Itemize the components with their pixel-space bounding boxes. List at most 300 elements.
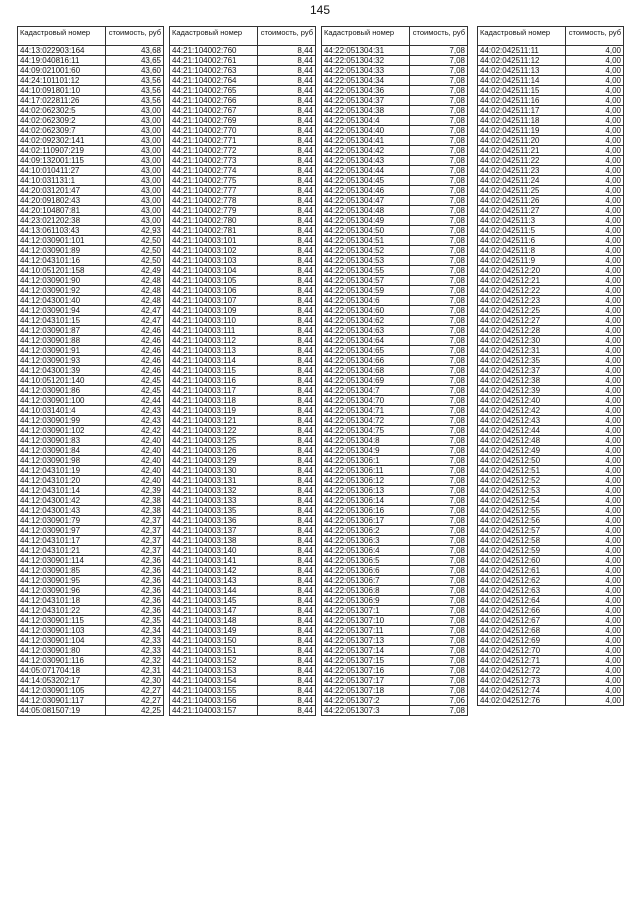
table-row <box>478 116 624 126</box>
table-row <box>170 576 316 586</box>
cadastral-number-cell: 44:21:104003:137 <box>170 526 258 536</box>
cadastral-number-cell: 44:21:104003:143 <box>170 576 258 586</box>
cadastral-number-cell: 44:12:030901:80 <box>18 646 106 656</box>
table-row <box>478 166 624 176</box>
table-row <box>322 176 468 186</box>
table-row <box>18 586 164 596</box>
cadastral-number-cell: 44:02:042512:68 <box>478 626 566 636</box>
cadastral-number-cell: 44:22:051306:14 <box>322 496 410 506</box>
cost-cell: 8,44 <box>258 196 316 206</box>
cadastral-number-cell: 44:02:042511:9 <box>478 256 566 266</box>
cost-cell: 4,00 <box>566 196 624 206</box>
table-row <box>322 486 468 496</box>
cost-cell: 8,44 <box>258 646 316 656</box>
cost-cell: 8,44 <box>258 416 316 426</box>
table-row <box>18 526 164 536</box>
cadastral-number-cell: 44:12:030901:95 <box>18 576 106 586</box>
cadastral-number-cell: 44:21:104003:149 <box>170 626 258 636</box>
table-row <box>322 546 468 556</box>
cost-cell: 8,44 <box>258 686 316 696</box>
cadastral-number-cell: 44:12:030901:84 <box>18 446 106 456</box>
table-body <box>322 46 468 716</box>
cost-cell: 8,44 <box>258 156 316 166</box>
cadastral-number-cell: 44:21:104003:129 <box>170 456 258 466</box>
cost-cell: 7,08 <box>410 526 468 536</box>
cost-cell: 4,00 <box>566 116 624 126</box>
table-row <box>322 356 468 366</box>
cost-cell: 8,44 <box>258 136 316 146</box>
table-row <box>478 96 624 106</box>
table-row <box>170 46 316 56</box>
cadastral-number-cell: 44:21:104003:156 <box>170 696 258 706</box>
table-row <box>18 466 164 476</box>
cadastral-number-cell: 44:21:104003:141 <box>170 556 258 566</box>
cost-cell: 7,08 <box>410 476 468 486</box>
table-row <box>18 56 164 66</box>
table-row <box>170 376 316 386</box>
cost-cell: 8,44 <box>258 376 316 386</box>
cost-cell: 7,08 <box>410 656 468 666</box>
table-row <box>170 116 316 126</box>
table-row <box>170 636 316 646</box>
table-row <box>478 506 624 516</box>
cost-cell: 43,00 <box>106 126 164 136</box>
cadastral-number-cell: 44:22:051304:31 <box>322 46 410 56</box>
cost-cell: 42,93 <box>106 226 164 236</box>
cost-cell: 7,08 <box>410 676 468 686</box>
table-row <box>18 516 164 526</box>
table-row <box>18 196 164 206</box>
table-row <box>322 96 468 106</box>
table-row <box>18 136 164 146</box>
table-row <box>322 206 468 216</box>
cost-cell: 8,44 <box>258 236 316 246</box>
cadastral-number-cell: 44:02:042512:53 <box>478 486 566 496</box>
table-row <box>478 536 624 546</box>
cadastral-number-cell: 44:12:043101:14 <box>18 486 106 496</box>
table-row <box>478 556 624 566</box>
cost-cell: 42,48 <box>106 276 164 286</box>
cost-cell: 42,46 <box>106 326 164 336</box>
cost-cell: 4,00 <box>566 106 624 116</box>
cadastral-number-cell: 44:22:051304:53 <box>322 256 410 266</box>
cost-cell: 4,00 <box>566 516 624 526</box>
table-row <box>170 656 316 666</box>
cadastral-number-cell: 44:12:043101:21 <box>18 546 106 556</box>
cadastral-number-cell: 44:21:104003:101 <box>170 236 258 246</box>
table-row <box>478 596 624 606</box>
header-cadastral-number: Кадастровый номер <box>478 27 566 46</box>
cadastral-number-cell: 44:21:104003:113 <box>170 346 258 356</box>
cadastral-number-cell: 44:12:043101:16 <box>18 256 106 266</box>
cost-cell: 8,44 <box>258 386 316 396</box>
cadastral-number-cell: 44:21:104003:145 <box>170 596 258 606</box>
table-row <box>170 346 316 356</box>
cadastral-number-cell: 44:12:030901:114 <box>18 556 106 566</box>
cost-cell: 7,08 <box>410 606 468 616</box>
table-row <box>322 586 468 596</box>
cadastral-number-cell: 44:22:051304:40 <box>322 126 410 136</box>
cost-cell: 8,44 <box>258 706 316 716</box>
cadastral-number-cell: 44:02:042512:21 <box>478 276 566 286</box>
table-row <box>478 566 624 576</box>
table-row <box>18 116 164 126</box>
table-row <box>322 306 468 316</box>
cost-cell: 4,00 <box>566 546 624 556</box>
cadastral-number-cell: 44:02:110907:219 <box>18 146 106 156</box>
cost-cell: 8,44 <box>258 546 316 556</box>
table-row <box>322 526 468 536</box>
table-row <box>170 206 316 216</box>
table-row <box>322 496 468 506</box>
table-row <box>18 246 164 256</box>
table-row <box>170 596 316 606</box>
cost-cell: 4,00 <box>566 496 624 506</box>
cadastral-number-cell: 44:21:104003:147 <box>170 606 258 616</box>
table-row <box>322 56 468 66</box>
table-row <box>322 346 468 356</box>
cadastral-number-cell: 44:22:051306:9 <box>322 596 410 606</box>
cadastral-number-cell: 44:02:042512:39 <box>478 386 566 396</box>
data-table <box>169 26 316 716</box>
table-row <box>18 436 164 446</box>
cadastral-number-cell: 44:22:051307:18 <box>322 686 410 696</box>
table-row <box>18 186 164 196</box>
cadastral-number-cell: 44:21:104003:157 <box>170 706 258 716</box>
cadastral-number-cell: 44:21:104003:153 <box>170 666 258 676</box>
cost-cell: 42,44 <box>106 396 164 406</box>
cadastral-number-cell: 44:20:031201:47 <box>18 186 106 196</box>
cost-cell: 42,35 <box>106 616 164 626</box>
cadastral-number-cell: 44:12:030901:100 <box>18 396 106 406</box>
table-row <box>18 356 164 366</box>
cadastral-number-cell: 44:02:042512:50 <box>478 456 566 466</box>
table-row <box>322 646 468 656</box>
table-row <box>478 146 624 156</box>
cadastral-number-cell: 44:21:104002:779 <box>170 206 258 216</box>
cost-cell: 42,27 <box>106 686 164 696</box>
table-row <box>478 236 624 246</box>
cost-cell: 4,00 <box>566 156 624 166</box>
cost-cell: 7,08 <box>410 296 468 306</box>
cost-cell: 42,37 <box>106 546 164 556</box>
cost-cell: 7,08 <box>410 186 468 196</box>
cadastral-number-cell: 44:21:104003:118 <box>170 396 258 406</box>
cadastral-number-cell: 44:02:042512:56 <box>478 516 566 526</box>
cadastral-number-cell: 44:22:051304:62 <box>322 316 410 326</box>
cost-cell: 4,00 <box>566 146 624 156</box>
cadastral-number-cell: 44:21:104003:107 <box>170 296 258 306</box>
cost-cell: 8,44 <box>258 566 316 576</box>
cost-cell: 7,08 <box>410 256 468 266</box>
cost-cell: 8,44 <box>258 456 316 466</box>
cadastral-number-cell: 44:22:051306:6 <box>322 566 410 576</box>
cost-cell: 7,08 <box>410 456 468 466</box>
cadastral-number-cell: 44:21:104002:777 <box>170 186 258 196</box>
cost-cell: 42,43 <box>106 406 164 416</box>
table-row <box>18 216 164 226</box>
cost-cell: 7,08 <box>410 376 468 386</box>
table-row <box>18 676 164 686</box>
table-row <box>478 636 624 646</box>
table-row <box>18 386 164 396</box>
cadastral-number-cell: 44:02:042512:69 <box>478 636 566 646</box>
cost-cell: 4,00 <box>566 356 624 366</box>
cadastral-number-cell: 44:12:030901:115 <box>18 616 106 626</box>
cost-cell: 7,08 <box>410 426 468 436</box>
cost-cell: 42,36 <box>106 606 164 616</box>
cadastral-number-cell: 44:21:104003:125 <box>170 436 258 446</box>
table-row <box>18 336 164 346</box>
cost-cell: 8,44 <box>258 406 316 416</box>
cost-cell: 7,08 <box>410 466 468 476</box>
cadastral-number-cell: 44:12:043001:40 <box>18 296 106 306</box>
cadastral-number-cell: 44:10:051201:140 <box>18 376 106 386</box>
cost-cell: 4,00 <box>566 346 624 356</box>
cost-cell: 7,08 <box>410 686 468 696</box>
table-row <box>322 566 468 576</box>
cadastral-number-cell: 44:12:030901:116 <box>18 656 106 666</box>
table-row <box>18 66 164 76</box>
cost-cell: 4,00 <box>566 316 624 326</box>
cadastral-number-cell: 44:02:042512:66 <box>478 606 566 616</box>
cadastral-number-cell: 44:12:030901:103 <box>18 626 106 636</box>
cost-cell: 7,08 <box>410 506 468 516</box>
cadastral-number-cell: 44:22:051304:45 <box>322 176 410 186</box>
cost-cell: 4,00 <box>566 216 624 226</box>
cost-cell: 8,44 <box>258 476 316 486</box>
cadastral-number-cell: 44:12:043101:19 <box>18 466 106 476</box>
data-table <box>477 26 624 706</box>
cost-cell: 8,44 <box>258 56 316 66</box>
table-row <box>478 666 624 676</box>
cadastral-number-cell: 44:02:042511:23 <box>478 166 566 176</box>
cadastral-number-cell: 44:21:104003:133 <box>170 496 258 506</box>
cost-cell: 42,42 <box>106 426 164 436</box>
table-row <box>170 216 316 226</box>
cadastral-number-cell: 44:02:042512:64 <box>478 596 566 606</box>
cadastral-number-cell: 44:02:042511:17 <box>478 106 566 116</box>
cost-cell: 7,08 <box>410 536 468 546</box>
cadastral-number-cell: 44:20:091802:43 <box>18 196 106 206</box>
cost-cell: 43,00 <box>106 116 164 126</box>
table-row <box>18 306 164 316</box>
cost-cell: 43,00 <box>106 186 164 196</box>
table-row <box>170 446 316 456</box>
cost-cell: 8,44 <box>258 616 316 626</box>
cadastral-number-cell: 44:22:051307:17 <box>322 676 410 686</box>
cadastral-number-cell: 44:02:042512:62 <box>478 576 566 586</box>
cost-cell: 4,00 <box>566 676 624 686</box>
cadastral-number-cell: 44:02:042511:26 <box>478 196 566 206</box>
cadastral-number-cell: 44:02:042512:40 <box>478 396 566 406</box>
cost-cell: 7,08 <box>410 706 468 716</box>
cadastral-number-cell: 44:22:051306:5 <box>322 556 410 566</box>
table-row <box>170 246 316 256</box>
cadastral-table-1 <box>17 26 163 716</box>
cost-cell: 7,08 <box>410 546 468 556</box>
table-row <box>478 496 624 506</box>
cadastral-number-cell: 44:05:071704:18 <box>18 666 106 676</box>
header-cost: стоимость, руб <box>106 27 164 46</box>
table-row <box>322 316 468 326</box>
cost-cell: 8,44 <box>258 626 316 636</box>
cost-cell: 7,08 <box>410 556 468 566</box>
cadastral-number-cell: 44:12:043101:15 <box>18 316 106 326</box>
cost-cell: 43,56 <box>106 86 164 96</box>
cost-cell: 4,00 <box>566 416 624 426</box>
cadastral-number-cell: 44:21:104002:781 <box>170 226 258 236</box>
cost-cell: 7,08 <box>410 156 468 166</box>
table-row <box>18 486 164 496</box>
cost-cell: 7,08 <box>410 176 468 186</box>
table-row <box>478 406 624 416</box>
cost-cell: 42,36 <box>106 586 164 596</box>
cadastral-number-cell: 44:22:051304:69 <box>322 376 410 386</box>
cost-cell: 4,00 <box>566 366 624 376</box>
cost-cell: 4,00 <box>566 86 624 96</box>
cost-cell: 4,00 <box>566 646 624 656</box>
cadastral-number-cell: 44:22:051306:4 <box>322 546 410 556</box>
table-row <box>478 336 624 346</box>
cost-cell: 8,44 <box>258 216 316 226</box>
table-row <box>170 96 316 106</box>
cadastral-number-cell: 44:02:042512:51 <box>478 466 566 476</box>
table-row <box>170 86 316 96</box>
table-row <box>170 156 316 166</box>
cost-cell: 4,00 <box>566 246 624 256</box>
table-row <box>322 226 468 236</box>
cost-cell: 4,00 <box>566 426 624 436</box>
cost-cell: 4,00 <box>566 256 624 266</box>
cadastral-number-cell: 44:22:051304:60 <box>322 306 410 316</box>
header-cadastral-number: Кадастровый номер <box>18 27 106 46</box>
cost-cell: 8,44 <box>258 246 316 256</box>
cost-cell: 42,45 <box>106 386 164 396</box>
cost-cell: 7,08 <box>410 336 468 346</box>
table-row <box>322 336 468 346</box>
cost-cell: 7,08 <box>410 396 468 406</box>
table-row <box>18 76 164 86</box>
cadastral-number-cell: 44:22:051304:47 <box>322 196 410 206</box>
cadastral-number-cell: 44:02:042512:23 <box>478 296 566 306</box>
table-row <box>18 616 164 626</box>
cost-cell: 42,39 <box>106 486 164 496</box>
cost-cell: 4,00 <box>566 46 624 56</box>
cadastral-number-cell: 44:21:104003:142 <box>170 566 258 576</box>
cost-cell: 42,36 <box>106 576 164 586</box>
cadastral-number-cell: 44:22:051304:64 <box>322 336 410 346</box>
table-row <box>18 606 164 616</box>
cadastral-number-cell: 44:02:042512:54 <box>478 496 566 506</box>
cadastral-number-cell: 44:19:040816:11 <box>18 56 106 66</box>
cadastral-number-cell: 44:02:062309:2 <box>18 116 106 126</box>
cadastral-number-cell: 44:22:051304:51 <box>322 236 410 246</box>
table-row <box>18 596 164 606</box>
cadastral-number-cell: 44:22:051304:75 <box>322 426 410 436</box>
cost-cell: 4,00 <box>566 176 624 186</box>
table-row <box>478 346 624 356</box>
cost-cell: 42,46 <box>106 366 164 376</box>
cadastral-number-cell: 44:17:022811:26 <box>18 96 106 106</box>
table-row <box>322 536 468 546</box>
cadastral-number-cell: 44:22:051304:9 <box>322 446 410 456</box>
table-row <box>322 286 468 296</box>
table-row <box>478 426 624 436</box>
cadastral-number-cell: 44:21:104003:140 <box>170 546 258 556</box>
cost-cell: 7,08 <box>410 246 468 256</box>
table-row <box>18 636 164 646</box>
cost-cell: 42,40 <box>106 476 164 486</box>
table-row <box>322 626 468 636</box>
cadastral-number-cell: 44:12:030901:105 <box>18 686 106 696</box>
cost-cell: 4,00 <box>566 686 624 696</box>
cadastral-number-cell: 44:22:051304:48 <box>322 206 410 216</box>
cost-cell: 8,44 <box>258 306 316 316</box>
cost-cell: 8,44 <box>258 696 316 706</box>
cost-cell: 7,08 <box>410 516 468 526</box>
table-row <box>322 196 468 206</box>
table-row <box>170 436 316 446</box>
cost-cell: 7,08 <box>410 76 468 86</box>
header-cost: стоимость, руб <box>258 27 316 46</box>
cadastral-number-cell: 44:02:042511:22 <box>478 156 566 166</box>
table-row <box>170 476 316 486</box>
table-row <box>322 576 468 586</box>
cost-cell: 4,00 <box>566 326 624 336</box>
table-row <box>478 576 624 586</box>
table-row <box>18 696 164 706</box>
table-row <box>18 226 164 236</box>
cadastral-number-cell: 44:02:062302:5 <box>18 106 106 116</box>
table-row <box>322 266 468 276</box>
cadastral-number-cell: 44:22:051304:4 <box>322 116 410 126</box>
table-row <box>322 676 468 686</box>
table-row <box>18 686 164 696</box>
cadastral-number-cell: 44:12:030901:101 <box>18 236 106 246</box>
cadastral-number-cell: 44:02:042512:57 <box>478 526 566 536</box>
cadastral-number-cell: 44:22:051304:33 <box>322 66 410 76</box>
cost-cell: 8,44 <box>258 496 316 506</box>
cadastral-number-cell: 44:02:042511:18 <box>478 116 566 126</box>
cadastral-number-cell: 44:12:043101:18 <box>18 596 106 606</box>
cost-cell: 7,08 <box>410 66 468 76</box>
table-row <box>170 696 316 706</box>
table-row <box>322 706 468 716</box>
cadastral-number-cell: 44:22:051304:68 <box>322 366 410 376</box>
cadastral-number-cell: 44:22:051304:66 <box>322 356 410 366</box>
cadastral-number-cell: 44:21:104003:154 <box>170 676 258 686</box>
cadastral-number-cell: 44:22:051306:12 <box>322 476 410 486</box>
cost-cell: 42,43 <box>106 416 164 426</box>
table-row <box>322 446 468 456</box>
cadastral-number-cell: 44:21:104003:151 <box>170 646 258 656</box>
table-row <box>170 646 316 656</box>
cadastral-number-cell: 44:12:030901:99 <box>18 416 106 426</box>
table-row <box>18 106 164 116</box>
cadastral-number-cell: 44:22:051306:16 <box>322 506 410 516</box>
cost-cell: 4,00 <box>566 226 624 236</box>
cadastral-number-cell: 44:21:104003:102 <box>170 246 258 256</box>
cadastral-number-cell: 44:12:030901:104 <box>18 636 106 646</box>
cost-cell: 7,08 <box>410 306 468 316</box>
cost-cell: 42,48 <box>106 296 164 306</box>
cost-cell: 8,44 <box>258 176 316 186</box>
table-row <box>170 496 316 506</box>
table-row <box>322 426 468 436</box>
cost-cell: 4,00 <box>566 696 624 706</box>
table-row <box>170 516 316 526</box>
